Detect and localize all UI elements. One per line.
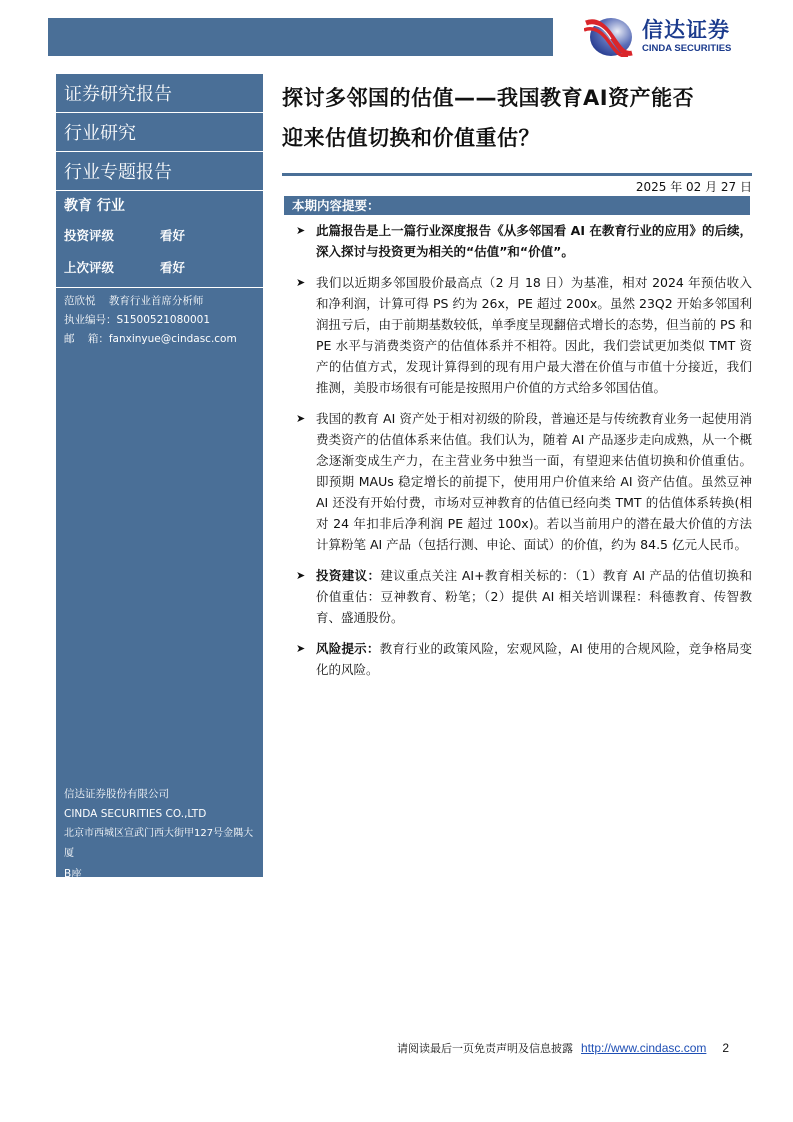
summary-bullets: [282, 220, 752, 690]
rating-value: 看好: [160, 260, 186, 275]
page-number: 2: [722, 1041, 730, 1055]
disclaimer-note: 请阅读最后一页免责声明及信息披露: [397, 1042, 573, 1055]
summary-heading: 本期内容提要：: [284, 196, 750, 215]
sidebar-industry: 教育 行业: [64, 198, 125, 214]
arrow-bullet-icon: ➤: [296, 276, 306, 289]
cinda-logo-icon: [584, 17, 634, 57]
arrow-bullet-icon: ➤: [296, 642, 306, 655]
list-item: [282, 272, 752, 398]
main-content: [282, 78, 752, 677]
sidebar: [56, 74, 263, 900]
bullet-text: [316, 565, 752, 628]
logo-english-name: CINDA SECURITIES: [642, 43, 732, 55]
arrow-bullet-icon: ➤: [296, 569, 306, 582]
bullet-text: 我们以近期多邻国股价最高点（2 月 18 日）为基准，相对 2024 年预估收入和净利润，计算可得 PS 约为 26x，PE 超过 200x。虽然 23Q2 开始多邻国利润扭亏后，由于前期基数较低，单季度呈现翻倍式增长的态势，但当前的 PS 和 PE 水平与消费类资产的估值体系并不相符。因此，我们尝试更加类似 TMT 资产的估值方式，发现计算得到的现有用户最大潜在价值与市值十分接近，我们推测，美股市场很有可能是按照用户价值的方式给多邻国估值。: [316, 275, 752, 395]
page-footer: [397, 1040, 729, 1056]
analyst-license: 执业编号：S1500521080001: [64, 314, 211, 326]
list-item: [282, 638, 752, 680]
company-name-cn: 信达证券股份有限公司: [64, 788, 169, 800]
sidebar-research-type: 行业研究: [56, 113, 263, 152]
report-date: 2025 年 02 月 27 日: [635, 180, 752, 194]
title-divider: [282, 173, 752, 176]
rating-label: 上次评级: [64, 260, 115, 275]
company-name-en: CINDA SECURITIES CO.,LTD: [64, 808, 207, 820]
website-link[interactable]: http://www.cindasc.com: [581, 1041, 707, 1055]
company-postcode: 邮编：100031: [64, 888, 136, 900]
report-title: [282, 78, 752, 158]
analyst-email[interactable]: 邮 箱：fanxinyue@cindasc.com: [64, 333, 237, 345]
list-item: [282, 408, 752, 555]
logo-chinese-name: 信达证券: [642, 18, 730, 43]
bullet-body: 教育行业的政策风险，宏观风险，AI 使用的合规风险，竞争格局变化的风险。: [316, 641, 752, 677]
title-line-2: 迎来估值切换和价值重估？: [282, 126, 540, 150]
arrow-bullet-icon: ➤: [296, 224, 306, 237]
header-banner: [48, 18, 553, 56]
bullet-text: 我国的教育 AI 资产处于相对初级的阶段，普遍还是与传统教育业务一起使用消费类资产的估值体系来估值。我们认为，随着 AI 产品逐步走向成熟，从一个概念逐渐变成生产力，在主营业务中独当一面，有望迎来估值切换和价值重估。即预期 MAUs 稳定增长的前提下，使用用户价值来给 AI 资产估值。虽然豆神 AI 还没有开始付费，市场对豆神教育的估值已经向类 TMT 的估值体系转换(相对 24 年扣非后净利润 PE 超过 100x)。若以当前用户的潜在最大价值的方法计算粉笔 AI 产品（包括行测、申论、面试）的价值，约为 84.5 亿元人民币。: [316, 411, 752, 552]
rating-value: 看好: [160, 228, 186, 243]
list-item: [282, 220, 752, 262]
title-line-1: 探讨多邻国的估值——我国教育AI资产能否: [282, 86, 695, 110]
rating-label: 投资评级: [64, 228, 115, 243]
bullet-text: [316, 638, 752, 680]
analyst-name-title: 范欣悦 教育行业首席分析师: [64, 295, 204, 307]
bullet-lead: 风险提示：: [316, 641, 380, 656]
previous-rating: [56, 251, 263, 283]
list-item: [282, 565, 752, 628]
company-address: 北京市西城区宣武门西大街甲127号金隅大厦: [64, 828, 254, 859]
sidebar-report-category: 行业专题报告: [56, 152, 263, 191]
company-address-2: B座: [64, 868, 82, 880]
bullet-text: 此篇报告是上一篇行业深度报告《从多邻国看 AI 在教育行业的应用》的后续，深入探讨与投资更为相关的“估值”和“价值”。: [316, 223, 752, 259]
arrow-bullet-icon: ➤: [296, 412, 306, 425]
company-logo: [584, 16, 774, 58]
bullet-lead: 投资建议：: [316, 568, 381, 583]
analyst-info: [56, 288, 263, 349]
investment-rating: [56, 219, 263, 251]
company-info: [64, 784, 263, 904]
bullet-body: 建议重点关注 AI+教育相关标的：（1）教育 AI 产品的估值切换和价值重估：豆神教育、粉笔；（2）提供 AI 相关培训课程：科德教育、传智教育、盛通股份。: [316, 568, 752, 625]
sidebar-report-type: 证券研究报告: [56, 74, 263, 113]
